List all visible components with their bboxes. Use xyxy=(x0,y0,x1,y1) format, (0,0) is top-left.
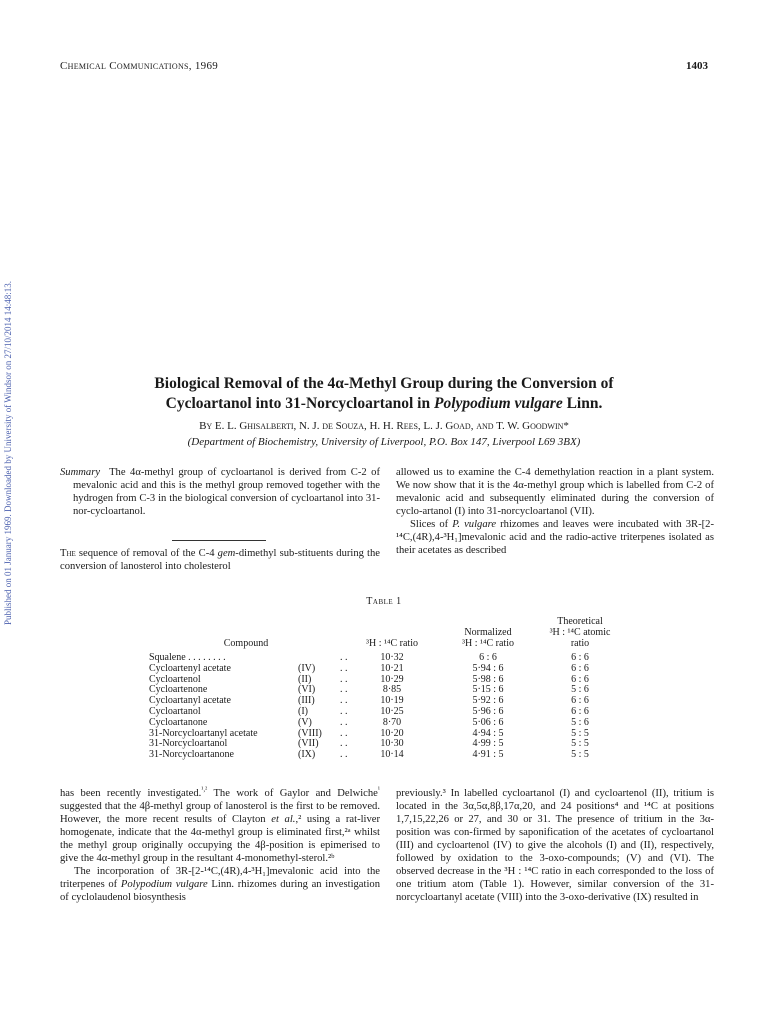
cell-compound: 31-Norcycloartanol xyxy=(149,738,228,750)
cell-normalized: 5·98 : 6 xyxy=(472,673,504,685)
right-paragraph-1: allowed us to examine the C-4 demethylation reaction in a plant system. We now show that it is the 4α-methyl group which is labelled from C-2 of mevalonic acid and subsequently eliminated during the conversion of cyclo-artanol (I) into 31-norcycloartanol (VII). xyxy=(396,467,714,517)
intro-text-end: -dimethyl sub-stituents during the conversion of lanosterol into cholesterol xyxy=(60,548,380,572)
title-line-1: Biological Removal of the 4α-Methyl Group during the Conversion of xyxy=(154,375,614,392)
right-paragraph-2 xyxy=(396,518,714,557)
header-theoretical-2: ³H : ¹⁴C atomic xyxy=(549,627,611,638)
bl-text-a: has been recently investigated. xyxy=(60,788,202,799)
cell-roman: (I) xyxy=(298,706,308,717)
title-species: Polypodium vulgare xyxy=(433,395,563,412)
cell-ratio: 8·70 xyxy=(382,716,402,728)
bl-p2-text: The incorporation of 3R-[2-¹⁴C,(4R),4-³H₁]mevalonic acid into the triterpenes of xyxy=(60,866,380,890)
cell-roman: (V) xyxy=(298,716,312,728)
cell-dots: . . xyxy=(340,738,348,750)
cell-dots: . . xyxy=(340,749,348,761)
summary-block xyxy=(60,466,380,518)
intro-text: sequence of removal of the C-4 xyxy=(75,548,218,559)
bl-p2-text-end: Linn. rhizomes during an investigation of cyclolaudenol biosynthesis xyxy=(60,879,380,903)
header-theoretical-1: Theoretical xyxy=(557,616,603,627)
cell-compound: Cycloartenone xyxy=(149,684,208,696)
page-number: 1403 xyxy=(686,60,708,72)
download-notice[interactable]: Published on 01 January 1969. Downloaded by University of Windsor on 27/10/2014 14:48:13. xyxy=(3,281,13,625)
cell-compound: Cycloartenyl acetate xyxy=(149,662,231,674)
right-column-top xyxy=(396,466,714,557)
bl-text-c: The work of Gaylor and Delwiche xyxy=(207,788,378,799)
p2-text-end: rhizomes and leaves were incubated with 3R-[2-¹⁴C,(4R),4-³H₁]mevalonic acid and the radio-active triterpenes isolated as their acetates as described xyxy=(396,519,714,556)
intro-italic: gem xyxy=(217,548,236,559)
cell-dots: . . xyxy=(340,673,348,685)
cell-theoretical: 6 : 6 xyxy=(571,695,589,707)
article-title xyxy=(60,374,708,414)
cell-dots: . . xyxy=(340,662,348,674)
cell-dots: . . xyxy=(340,695,348,707)
cell-normalized: 5·96 : 6 xyxy=(472,706,504,717)
cell-theoretical: 6 : 6 xyxy=(571,706,589,717)
bottom-right-column xyxy=(396,787,714,904)
section-divider xyxy=(172,540,266,541)
bl-p2-species: Polypodium vulgare xyxy=(120,879,208,890)
cell-ratio: 10·14 xyxy=(380,749,404,761)
summary-text: The 4α-methyl group of cycloartanol is derived from C-2 of mevalonic acid and this is the methyl group removed together with the hydrogen from C-3 in the biological conversion of cycloartanol into 31-nor-cycloartanol. xyxy=(73,467,380,517)
cell-roman: (VII) xyxy=(298,738,319,750)
summary-label: Summary xyxy=(60,467,101,478)
cell-theoretical: 5 : 5 xyxy=(571,727,589,739)
intro-lead: The xyxy=(60,548,76,559)
author-list: By E. L. Ghisalberti, N. J. de Souza, H. H. Rees, L. J. Goad, and T. W. Goodwin* xyxy=(199,420,569,432)
ref-1-2[interactable]: ¹,² xyxy=(201,785,208,794)
cell-ratio: 10·20 xyxy=(380,727,404,739)
cell-theoretical: 5 : 5 xyxy=(571,749,589,761)
running-header: Chemical Communications, 1969 xyxy=(60,60,219,72)
cell-dots: . . xyxy=(340,716,348,728)
cell-normalized: 4·91 : 5 xyxy=(472,749,504,761)
cell-compound: 31-Norcycloartanyl acetate xyxy=(149,727,258,739)
cell-ratio: 10·30 xyxy=(380,738,404,750)
table-caption: Table 1 xyxy=(366,596,402,607)
title-text: Cycloartanol into 31-Norcycloartanol in xyxy=(165,395,434,412)
cell-roman: (IX) xyxy=(298,749,316,761)
header-theoretical-3: ratio xyxy=(570,638,590,649)
cell-roman: (VIII) xyxy=(298,727,322,739)
cell-normalized: 5·94 : 6 xyxy=(472,662,504,674)
cell-ratio: 8·85 xyxy=(382,684,402,696)
cell-normalized: 5·06 : 6 xyxy=(472,716,504,728)
p2-species: P. vulgare xyxy=(452,519,497,530)
bottom-left-paragraph-1 xyxy=(60,787,380,865)
bl-text-g: ,² using a rat-liver homogenate, indicate that the 4α-methyl group is eliminated first,²ᵃ whilst the methyl group originally occupying the 4β-position is epimerised to give the 4α-methyl group in the resultant 4-monomethyl-sterol.²ᵇ xyxy=(60,814,381,864)
p2-text: Slices of xyxy=(410,519,453,530)
bl-etal: et al. xyxy=(271,814,296,825)
cell-dots: . . xyxy=(340,684,348,696)
title-suffix: Linn. xyxy=(562,395,603,412)
header-normalized-1: Normalized xyxy=(464,627,512,638)
cell-compound: Cycloartanol xyxy=(149,706,201,717)
header-compound: Compound xyxy=(223,638,269,649)
cell-roman: (IV) xyxy=(298,662,316,674)
cell-dots: . . xyxy=(340,727,348,739)
header-normalized-2: ³H : ¹⁴C ratio xyxy=(462,638,514,649)
cell-dots: . . xyxy=(340,652,348,663)
bottom-left-paragraph-2 xyxy=(60,865,380,904)
cell-compound: Cycloartanone xyxy=(149,716,208,728)
cell-normalized: 4·99 : 5 xyxy=(472,738,504,750)
cell-roman: (II) xyxy=(298,673,312,685)
cell-compound: Squalene . . . . . . . . xyxy=(149,652,226,663)
affiliation: (Department of Biochemistry, University of Liverpool, P.O. Box 147, Liverpool L69 3BX) xyxy=(187,436,581,448)
cell-roman: (III) xyxy=(298,695,315,707)
cell-compound: Cycloartanyl acetate xyxy=(149,695,231,707)
cell-compound: 31-Norcycloartanone xyxy=(149,749,234,761)
title-line-2 xyxy=(60,394,708,414)
cell-theoretical: 5 : 6 xyxy=(571,716,589,728)
cell-dots: . . xyxy=(340,706,348,717)
intro-paragraph xyxy=(60,547,380,573)
cell-normalized: 5·15 : 6 xyxy=(472,684,504,696)
cell-theoretical: 5 : 6 xyxy=(571,684,589,696)
bl-text-e: suggested that the 4β-methyl group of lanosterol is the first to be removed. However, the more recent results of Clayton xyxy=(60,801,380,825)
cell-ratio: 10·29 xyxy=(380,673,404,685)
cell-normalized: 6 : 6 xyxy=(479,652,497,663)
bottom-right-paragraph: previously.³ In labelled cycloartanol (I) and cycloartenol (II), tritium is located in the 3α,5α,8β,17α,20, and 24 positions⁴ and ¹⁴C at positions 1,7,15,22,26 or 27, and 30 or 31. The presence of tritium in the 3α-position was con-firmed by saponification of the acetates of cycloartanol (III) and cycloartenol (IV) to give the alcohols (I) and (II), respectively, followed by oxidation to the 3-oxo-compounds; (V) and (VI). The observed decrease in the ³H : ¹⁴C ratio in each corresponded to the loss of one tritium atom (Table 1). However, similar conversion of the 31-norcycloartanyl acetate (VIII) into the 3-oxo-derivative (IX) resulted in xyxy=(396,788,714,903)
ref-1[interactable]: ¹ xyxy=(377,785,380,794)
cell-theoretical: 6 : 6 xyxy=(571,673,589,685)
cell-normalized: 4·94 : 5 xyxy=(472,727,504,739)
cell-normalized: 5·92 : 6 xyxy=(472,695,504,707)
cell-ratio: 10·19 xyxy=(380,695,404,707)
header-ratio: ³H : ¹⁴C ratio xyxy=(366,638,418,649)
cell-theoretical: 6 : 6 xyxy=(571,652,589,663)
cell-roman: (VI) xyxy=(298,684,316,696)
cell-ratio: 10·25 xyxy=(380,706,404,717)
cell-compound: Cycloartenol xyxy=(149,673,201,685)
bottom-left-column xyxy=(60,787,380,904)
cell-ratio: 10·32 xyxy=(380,652,404,663)
cell-theoretical: 6 : 6 xyxy=(571,662,589,674)
cell-ratio: 10·21 xyxy=(380,662,404,674)
cell-theoretical: 5 : 5 xyxy=(571,738,589,750)
